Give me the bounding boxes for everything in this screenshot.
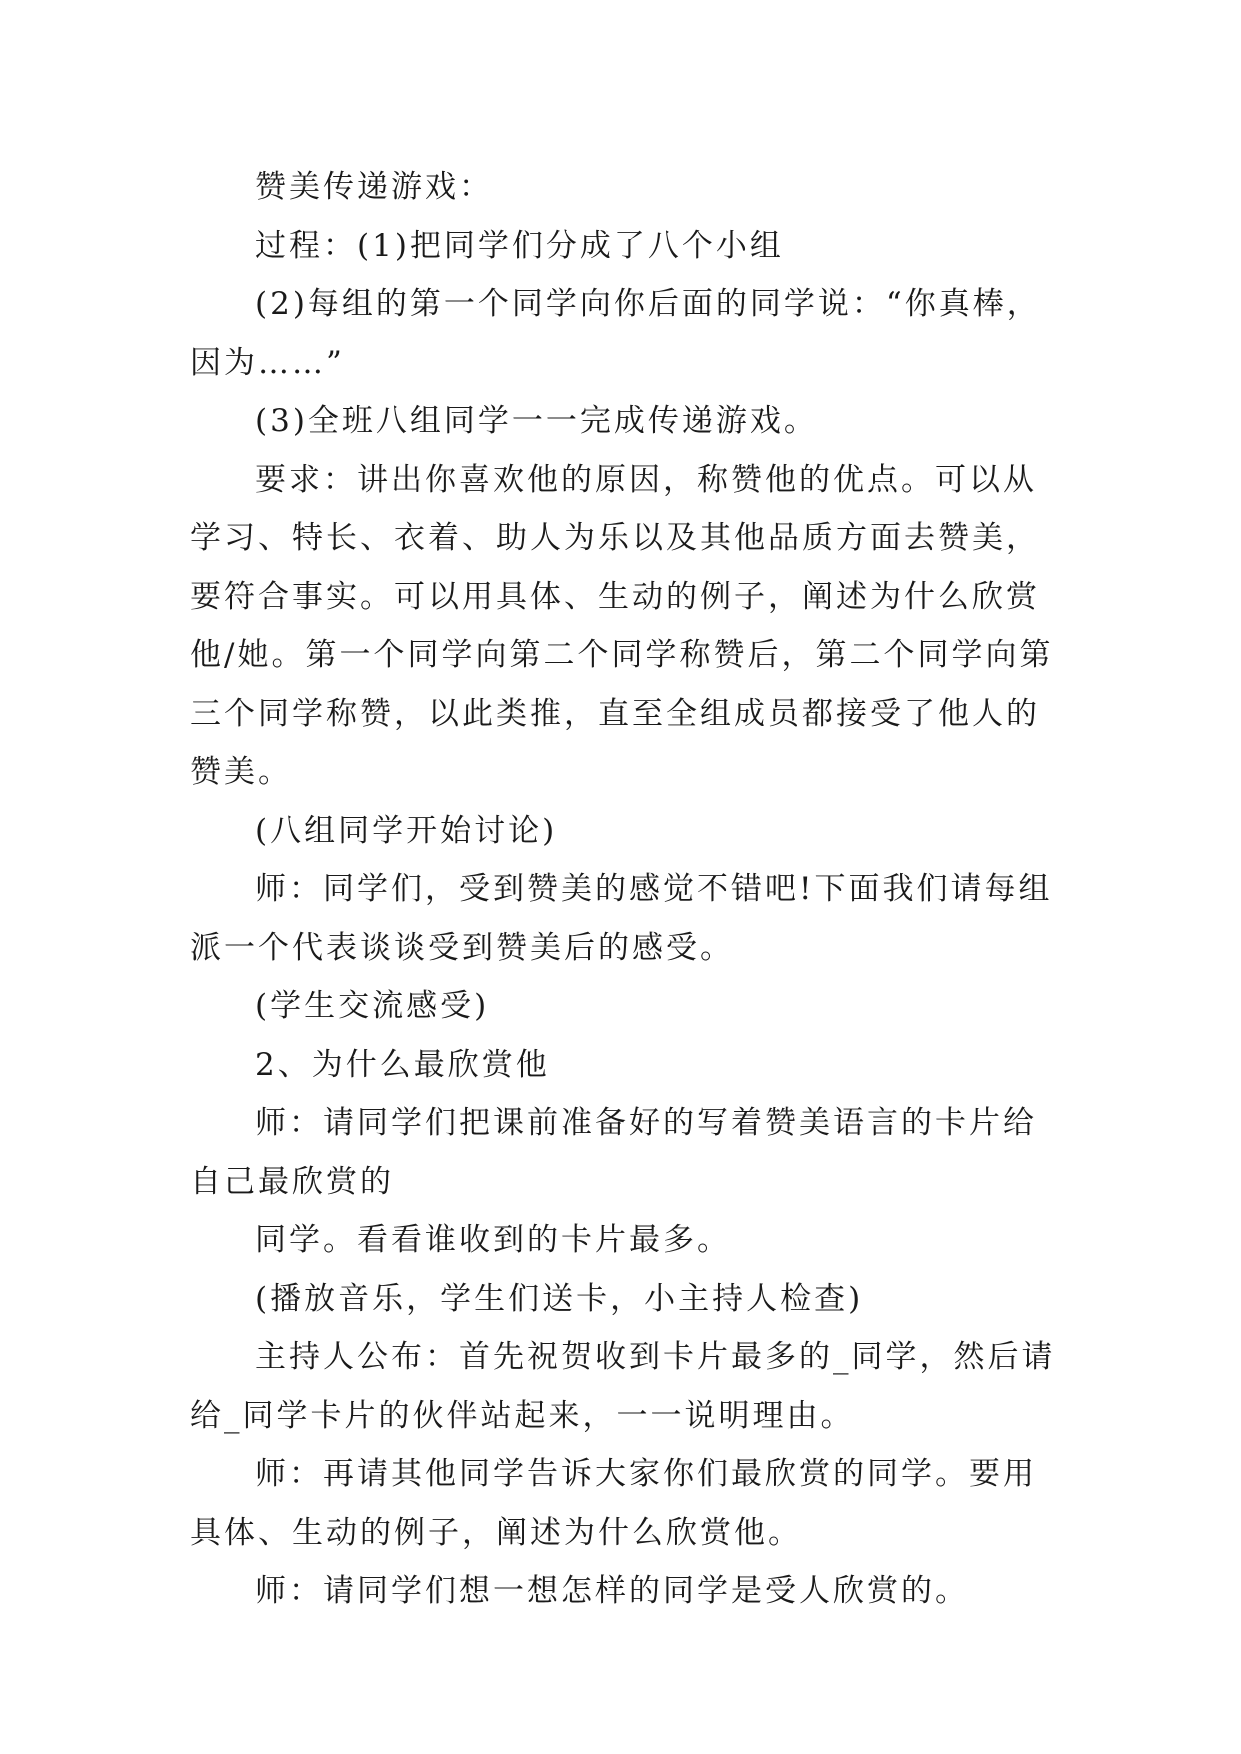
paragraph-game-title: 赞美传递游戏： bbox=[255, 169, 493, 205]
paragraph-host-announcement: 主持人公布：首先祝贺收到卡片最多的_同学，然后请给_同学卡片的伙伴站起来，一一说明理由。 bbox=[190, 1339, 1056, 1434]
paragraph-teacher-others-share: 师：再请其他同学告诉大家你们最欣赏的同学。要用具体、生动的例子，阐述为什么欣赏他。 bbox=[190, 1456, 1037, 1551]
paragraph-process-step-2: (2)每组的第一个同学向你后面的同学说：“你真棒，因为……” bbox=[190, 286, 1041, 381]
paragraph-requirements: 要求：讲出你喜欢他的原因，称赞他的优点。可以从学习、特长、衣着、助人为乐以及其他品质方面去赞美，要符合事实。可以用具体、生动的例子，阐述为什么欣赏他/她。第一个同学向第二个同学称赞后，第二个同学向第三个同学称赞，以此类推，直至全组成员都接受了他人的赞美。 bbox=[190, 461, 1054, 790]
paragraph-teacher-card-instruction: 师：请同学们把课前准备好的写着赞美语言的卡片给自己最欣赏的 bbox=[190, 1105, 1037, 1200]
paragraph-card-count: 同学。看看谁收到的卡片最多。 bbox=[255, 1222, 731, 1258]
paragraph-process-step-3: (3)全班八组同学一一完成传递游戏。 bbox=[255, 403, 818, 439]
paragraph-teacher-reflection: 师：请同学们想一想怎样的同学是受人欣赏的。 bbox=[255, 1573, 969, 1609]
paragraph-section-heading: 2、为什么最欣赏他 bbox=[255, 1046, 550, 1083]
paragraph-music-activity: (播放音乐，学生们送卡，小主持人检查) bbox=[255, 1280, 864, 1317]
paragraph-student-exchange: (学生交流感受) bbox=[255, 988, 490, 1024]
document-body bbox=[190, 158, 1066, 1621]
paragraph-teacher-feedback-prompt: 师：同学们，受到赞美的感觉不错吧!下面我们请每组派一个代表谈谈受到赞美后的感受。 bbox=[190, 871, 1053, 966]
paragraph-process-step-1: 过程：(1)把同学们分成了八个小组 bbox=[255, 227, 784, 264]
paragraph-group-discussion: (八组同学开始讨论) bbox=[255, 812, 558, 849]
